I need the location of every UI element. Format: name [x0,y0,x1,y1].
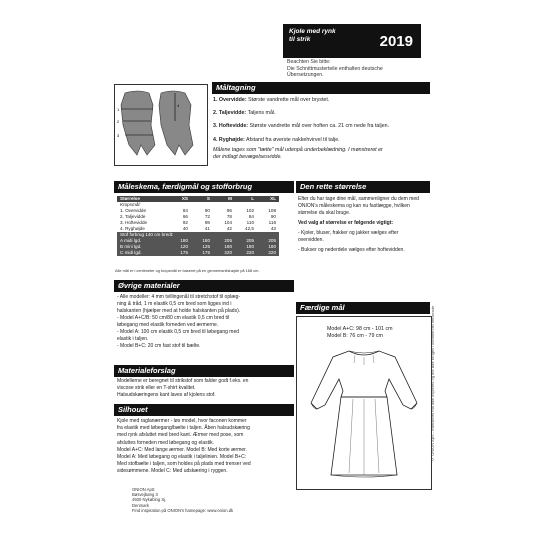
table-cell: 205 [257,238,279,244]
item-text: Største vandrette mål over brystet. [248,97,330,103]
table-cell: 92 [182,220,188,225]
maaltagning-footnote: Målene tages som "tætte" mål udenpå underbeklædning. I mønstreret er [213,146,383,153]
table-cell: 180 [169,238,191,244]
title-line-2: til strik [289,36,311,43]
footer-address [132,487,312,513]
materialer-line: - Model A+C/B: 50 cm/80 cm elastik 0,5 cm bred til [117,315,230,321]
maaltagning-item [213,137,428,144]
table-cell: 205 [235,238,257,244]
col-header: XL [257,196,279,202]
col-header: S [191,196,213,202]
materialeforslag-line: Halsudskæringens kant laves af kjolens stof. [117,392,216,398]
faerdige-line: Model A+C: 98 cm - 101 cm [327,326,393,332]
materialer-line: - Model B+C: 20 cm fast stof til bælte. [117,343,201,349]
silhouet-line: Model A: Med løbegang og elastik i taljelinien. Model B+C: [117,454,247,461]
materialeforslag-line: Modellerne er beregnet til strikstof som falder godt f.eks. en [117,378,249,384]
pattern-title [289,28,359,44]
item-text: Største vandrette mål over hoften ca. 21 cm nede fra taljen. [249,123,390,130]
item-text: Afstand fra øverste nakkehvirvel til talje. [246,136,340,143]
materialer-line: halskanten (hjælper med at holde halskanten på plads). [117,308,241,314]
size-table [117,196,279,256]
table-row [117,250,279,256]
title-line-1: Kjole med rynk [289,28,336,35]
item-label: Hoftevidde: [218,123,249,130]
col-header: M [213,196,235,202]
silhouet-heading: Silhouet [114,404,294,416]
svg-text:4: 4 [177,103,180,108]
table-cell: 180 [213,244,235,250]
row-label: 4. Ryghøjde [120,226,145,231]
table-cell: 104 [224,220,232,225]
table-cell: 42 [226,226,232,231]
materialer-line: ning & tråd, 1 m elastik 0,5 cm bred som ligges ind i [117,301,232,307]
copyright-note: © ONION ApS - mønsteret må ikke kopieres og må ikke bruges i kommerciel hensende [430,305,435,462]
item-label: Ryghøjde: [218,136,245,143]
rette-heading: Den rette størrelse [296,181,430,193]
table-cell: 90 [270,214,276,219]
maaltagning-item [213,123,428,130]
materialer-line: - Alle modeller: 4 mm tvillingenål til stretchstof til oplæg- [117,294,241,300]
table-cell: 175 [191,250,213,256]
materialer-heading: Øvrige materialer [114,280,294,292]
maaleskema-heading: Måleskema, færdigmål og stofforbrug [114,181,294,193]
footer-line: ONION ApS [132,487,155,492]
rette-text [298,196,424,254]
year: 2019 [379,33,413,50]
silhouet-line: Model A+C: Med lange ærmer. Model B: Med korte ærmer. [117,446,247,453]
footer-line: Find inspiration på ONION's hamepage: www.onion.dk [132,507,234,513]
item-num: 1. [213,97,218,103]
faerdige-heading: Færdige mål [296,302,430,314]
svg-text:3: 3 [117,133,120,138]
table-cell: 220 [257,250,279,256]
rette-bullet: - Kjoler, bluser, frakker og jakker vælges efter overvidden. [298,230,399,243]
table-cell: 98 [204,220,210,225]
item-num: 3. [213,123,218,130]
faerdige-line: Model B: 76 cm - 79 cm [327,333,383,339]
col-header: XS [169,196,191,202]
maaltagning-item [213,97,428,104]
row-label: 3. Hoftevidde [120,220,148,225]
materialer-line: løbegang med elastik forneden ved ærmerne. [117,322,219,328]
stof-heading: Stof forbrug 140 cm bredt: [117,232,279,238]
table-cell: 108 [268,208,276,213]
maaltagning-list [213,97,428,161]
table-cell: 42,5 [245,226,254,231]
table-cell: 96 [226,208,232,213]
finished-dress-figure [296,316,432,490]
materialer-list [117,294,297,350]
table-cell: 40 [182,226,188,231]
col-header: Størrelse [117,196,169,202]
item-label: Overvidde: [218,97,247,103]
note-line: Beachten Sie bitte: [287,59,331,65]
materialeforslag-line: viscose strik eller en T-shirt kvalitet. [117,385,196,391]
table-cell: 110 [246,220,254,225]
table-cell: 84 [248,214,254,219]
german-note [287,59,427,79]
maaltagning-item [213,110,428,117]
table-cell: 116 [268,220,276,225]
rette-important: Ved valg af størrelse er følgende vigtigt: [298,220,394,226]
materialer-line: elastik i taljen. [117,336,149,342]
item-text: Taljens mål. [247,110,276,117]
table-cell: 180 [191,238,213,244]
table-cell: 66 [182,214,188,219]
svg-text:1: 1 [117,107,120,112]
table-cell: 180 [257,244,279,250]
rette-bullet: - Bukser og nederdele vælges efter hoftevidden. [298,247,405,253]
rette-intro: Efter du har tage dine mål, sammenligner du dem med ONION's måleskema og kan nu fastlægge, hvilken størrelse du skal bruge. [298,196,419,216]
item-label: Taljevidde: [218,110,247,117]
svg-text:2: 2 [117,119,120,124]
materialeforslag-text [117,378,297,399]
table-cell: 78 [226,214,232,219]
footer-line: 4500 Nykøbing Sj. [132,497,167,503]
materialeforslag-heading: Materialeforslag [114,365,294,377]
silhouet-line: afsluttes forneden med løbegang og elastik. [117,439,215,446]
body-silhouette-icon [115,85,207,165]
note-line: Die Schnittmusterteile enthalten deutsche [287,65,383,72]
maaltagning-footnote: der indlagt bevægelsesvidde. [213,154,282,161]
maaltagning-heading: Måltagning [212,82,430,94]
item-num: 2. [213,110,218,117]
table-cell: 175 [169,250,191,256]
table-cell: 90 [204,208,210,213]
table-cell: 41 [204,226,210,231]
table-subhead: Kropsmål: [120,202,141,207]
table-cell: 84 [182,208,188,213]
row-label: 1. Overvidde [120,208,147,213]
footer-line: Bøsvejbøng 3 [132,492,158,498]
silhouet-line: Kjole med raglanærmer - løs model, hvor faconen kommer [117,418,247,424]
table-cell: 205 [213,238,235,244]
silhouet-line: Med stofbælte i taljen, som holdes på plads med trenser ved [117,461,251,468]
table-footnote: Alle mål er i centimeter og kropsmål er baseret på en gennemsnitshøjde på 168 cm. [115,268,260,273]
row-label: A midi lgd. [117,238,169,244]
table-cell: 102 [246,208,254,213]
body-measurement-figure [114,84,208,166]
size-chart-table [117,196,279,256]
row-label: B mini lgd. [117,244,169,250]
table-cell: 43 [270,226,276,231]
col-header: L [235,196,257,202]
row-label: 2. Taljevidde [120,214,146,219]
table-cell: 180 [235,244,257,250]
row-label: C midi lgd. [117,250,169,256]
title-box [283,24,421,58]
footer-line: Denmark [132,502,149,508]
silhouet-line: med rynk afsluttet med bred kant. Ærmer med pose, som [117,432,244,439]
table-cell: 220 [235,250,257,256]
table-cell: 220 [213,250,235,256]
silhouet-line: fra elastik med løbegang/bælte i taljen. Åben halsudskæring [117,425,250,432]
silhouet-text [117,418,297,476]
dress-illustration-icon [297,317,431,489]
table-cell: 125 [191,244,213,250]
silhouet-line: sidesømmene. Model C: Med udskæring i ryggen. [117,468,228,475]
table-cell: 72 [204,214,210,219]
materialer-line: - Model A: 100 cm elastik 0,5 cm bred til løbegang med [117,329,240,335]
note-line: Übersetzungen. [287,72,324,79]
table-cell: 120 [169,244,191,250]
item-num: 4. [213,136,218,143]
